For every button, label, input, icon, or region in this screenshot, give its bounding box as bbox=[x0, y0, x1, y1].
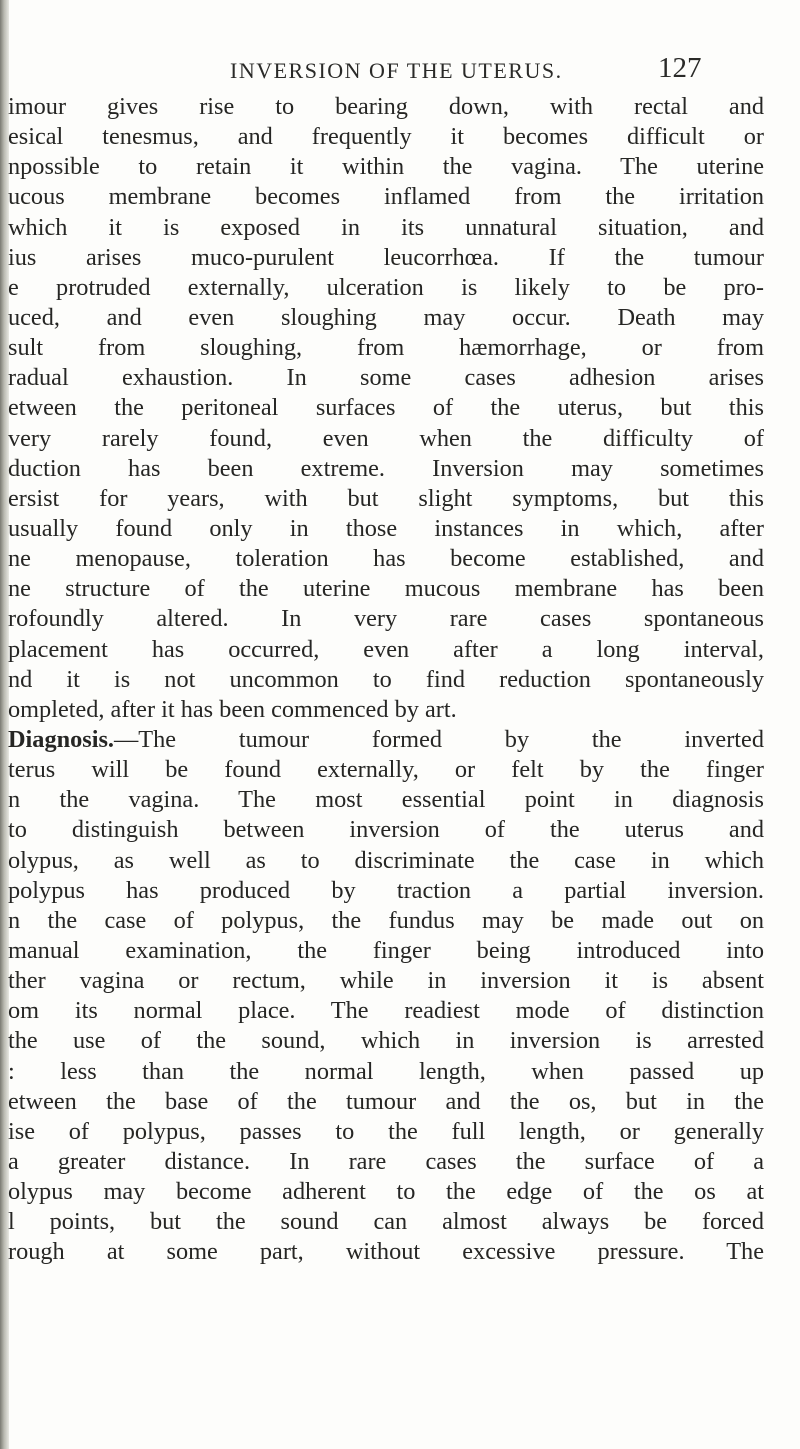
text-line: ne structure of the uterine mucous membrane has been bbox=[8, 575, 764, 603]
text-line: to distinguish between inversion of the uterus and bbox=[8, 816, 764, 844]
text-line: e protruded externally, ulceration is likely to be pro- bbox=[8, 273, 764, 301]
text-line: rough at some part, without excessive pressure. The bbox=[8, 1238, 764, 1266]
text-line: n the vagina. The most essential point in diagnosis bbox=[8, 786, 764, 814]
running-head: INVERSION OF THE UTERUS. bbox=[230, 58, 563, 83]
text-line: npossible to retain it within the vagina. The uterine bbox=[8, 153, 764, 181]
text-line: ersist for years, with but slight symptoms, but this bbox=[8, 484, 764, 512]
text-line: ise of polypus, passes to the full length, or generally bbox=[8, 1117, 764, 1145]
text-line: nd it is not uncommon to find reduction spontaneously bbox=[8, 665, 764, 693]
page-header bbox=[0, 52, 800, 92]
diagnosis-heading: Diagnosis. bbox=[8, 725, 114, 753]
text-line: very rarely found, even when the difficulty of bbox=[8, 424, 764, 452]
text-line: manual examination, the finger being introduced into bbox=[8, 936, 764, 964]
text-line: esical tenesmus, and frequently it becomes difficult or bbox=[8, 123, 764, 151]
text-line: rofoundly altered. In very rare cases spontaneous bbox=[8, 605, 764, 633]
diagnosis-first-line-text: —The tumour formed by the inverted bbox=[114, 725, 764, 753]
text-line: om its normal place. The readiest mode of distinction bbox=[8, 997, 764, 1025]
text-line: usually found only in those instances in which, after bbox=[8, 514, 764, 542]
text-line: sult from sloughing, from hæmorrhage, or from bbox=[8, 334, 764, 362]
text-line: the use of the sound, which in inversion is arrested bbox=[8, 1027, 764, 1055]
text-line: olypus, as well as to discriminate the case in which bbox=[8, 846, 764, 874]
text-line: polypus has produced by traction a partial inversion. bbox=[8, 876, 764, 904]
text-line: n the case of polypus, the fundus may be made out on bbox=[8, 906, 764, 934]
text-line: a greater distance. In rare cases the surface of a bbox=[8, 1147, 764, 1175]
text-line: ompleted, after it has been commenced by art. bbox=[8, 695, 457, 723]
text-line: l points, but the sound can almost always be forced bbox=[8, 1208, 764, 1236]
text-line: ther vagina or rectum, while in inversion it is absent bbox=[8, 967, 764, 995]
text-line: radual exhaustion. In some cases adhesion arises bbox=[8, 364, 764, 392]
text-line: ius arises muco-purulent leucorrhœa. If the tumour bbox=[8, 243, 764, 271]
text-line: olypus may become adherent to the edge of the os at bbox=[8, 1178, 764, 1206]
diagnosis-paragraph-start bbox=[8, 725, 764, 755]
body-text bbox=[8, 92, 764, 1267]
text-line: etween the base of the tumour and the os, but in the bbox=[8, 1087, 764, 1115]
text-line: which it is exposed in its unnatural situation, and bbox=[8, 213, 764, 241]
text-line: ne menopause, toleration has become established, and bbox=[8, 545, 764, 573]
text-line: : less than the normal length, when passed up bbox=[8, 1057, 764, 1085]
text-line: placement has occurred, even after a long interval, bbox=[8, 635, 764, 663]
text-line: ucous membrane becomes inflamed from the irritation bbox=[8, 183, 764, 211]
text-line: imour gives rise to bearing down, with rectal and bbox=[8, 93, 764, 120]
text-line: duction has been extreme. Inversion may sometimes bbox=[8, 454, 764, 482]
page-number: 127 bbox=[658, 52, 702, 84]
text-line: uced, and even sloughing may occur. Death may bbox=[8, 303, 764, 331]
text-line: terus will be found externally, or felt by the finger bbox=[8, 756, 764, 784]
text-line: etween the peritoneal surfaces of the uterus, but this bbox=[8, 394, 764, 422]
